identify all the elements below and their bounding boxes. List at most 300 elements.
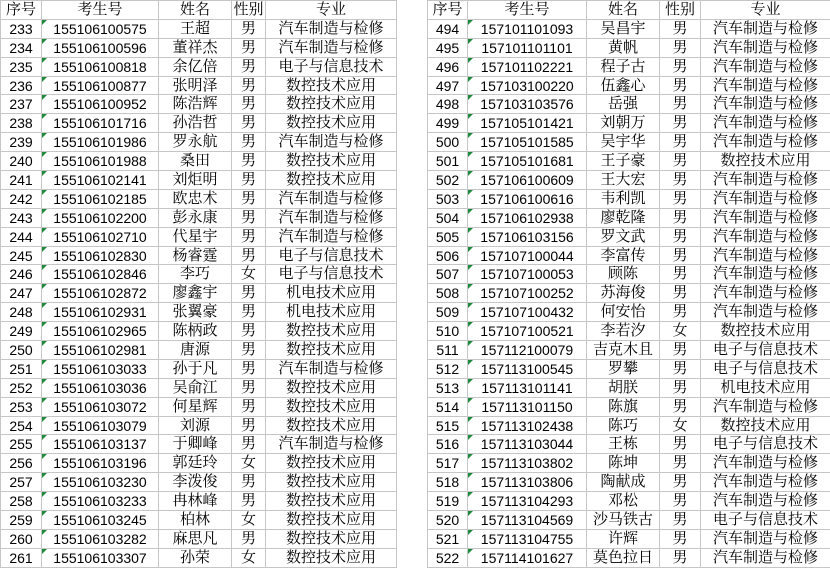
cell-gender[interactable]: 男 (232, 38, 266, 57)
cell-exam-id[interactable]: 155106102830 (42, 246, 159, 265)
cell-index[interactable]: 515 (428, 416, 468, 435)
cell-exam-id[interactable]: 157105101681 (468, 152, 587, 171)
cell-exam-id[interactable]: 157113104755 (468, 529, 587, 548)
cell-name[interactable]: 程子古 (587, 57, 660, 76)
cell-major[interactable]: 电子与信息技术 (701, 341, 830, 360)
cell-gender[interactable]: 男 (232, 76, 266, 95)
cell-name[interactable]: 李泼俊 (159, 473, 232, 492)
cell-exam-id[interactable]: 155106100596 (42, 38, 159, 57)
cell-exam-id[interactable]: 155106102200 (42, 208, 159, 227)
cell-name[interactable]: 欧忠术 (159, 189, 232, 208)
cell-exam-id[interactable]: 155106102710 (42, 227, 159, 246)
cell-major[interactable]: 机电技术应用 (266, 284, 397, 303)
cell-name[interactable]: 顾陈 (587, 265, 660, 284)
cell-index[interactable]: 251 (1, 359, 42, 378)
cell-major[interactable]: 汽车制造与检修 (701, 548, 830, 567)
cell-index[interactable]: 494 (428, 19, 468, 38)
cell-gender[interactable]: 男 (660, 284, 701, 303)
cell-index[interactable]: 500 (428, 133, 468, 152)
cell-name[interactable]: 吴宇华 (587, 133, 660, 152)
cell-exam-id[interactable]: 155106101986 (42, 133, 159, 152)
cell-index[interactable]: 499 (428, 114, 468, 133)
header-gender[interactable]: 性别 (660, 1, 701, 20)
cell-name[interactable]: 韦利凯 (587, 189, 660, 208)
cell-major[interactable]: 数控技术应用 (266, 473, 397, 492)
cell-exam-id[interactable]: 155106103072 (42, 397, 159, 416)
cell-gender[interactable]: 男 (660, 529, 701, 548)
cell-name[interactable]: 陶献成 (587, 473, 660, 492)
cell-index[interactable]: 244 (1, 227, 42, 246)
cell-gender[interactable]: 男 (660, 227, 701, 246)
cell-exam-id[interactable]: 155106101716 (42, 114, 159, 133)
cell-exam-id[interactable]: 155106103079 (42, 416, 159, 435)
cell-gender[interactable]: 女 (232, 511, 266, 530)
cell-index[interactable]: 245 (1, 246, 42, 265)
cell-index[interactable]: 505 (428, 227, 468, 246)
cell-index[interactable]: 512 (428, 359, 468, 378)
cell-major[interactable]: 汽车制造与检修 (701, 529, 830, 548)
cell-index[interactable]: 521 (428, 529, 468, 548)
cell-gender[interactable]: 女 (232, 548, 266, 567)
cell-exam-id[interactable]: 155106100818 (42, 57, 159, 76)
cell-index[interactable]: 260 (1, 529, 42, 548)
cell-name[interactable]: 吴昌宇 (587, 19, 660, 38)
cell-exam-id[interactable]: 155106100877 (42, 76, 159, 95)
cell-exam-id[interactable]: 155106103245 (42, 511, 159, 530)
cell-major[interactable]: 汽车制造与检修 (266, 435, 397, 454)
cell-index[interactable]: 517 (428, 454, 468, 473)
cell-exam-id[interactable]: 157103103576 (468, 95, 587, 114)
cell-exam-id[interactable]: 155106102872 (42, 284, 159, 303)
cell-name[interactable]: 柏林 (159, 511, 232, 530)
cell-index[interactable]: 261 (1, 548, 42, 567)
cell-index[interactable]: 254 (1, 416, 42, 435)
cell-major[interactable]: 数控技术应用 (266, 548, 397, 567)
cell-exam-id[interactable]: 157113103802 (468, 454, 587, 473)
cell-gender[interactable]: 男 (232, 378, 266, 397)
cell-major[interactable]: 汽车制造与检修 (701, 76, 830, 95)
cell-index[interactable]: 247 (1, 284, 42, 303)
cell-gender[interactable]: 男 (232, 189, 266, 208)
cell-index[interactable]: 520 (428, 511, 468, 530)
cell-index[interactable]: 498 (428, 95, 468, 114)
cell-exam-id[interactable]: 155106101988 (42, 152, 159, 171)
cell-name[interactable]: 陈柄政 (159, 322, 232, 341)
cell-index[interactable]: 255 (1, 435, 42, 454)
cell-index[interactable]: 256 (1, 454, 42, 473)
cell-gender[interactable]: 男 (660, 38, 701, 57)
cell-exam-id[interactable]: 157107100252 (468, 284, 587, 303)
cell-gender[interactable]: 男 (660, 492, 701, 511)
cell-exam-id[interactable]: 155106102981 (42, 341, 159, 360)
cell-index[interactable]: 502 (428, 171, 468, 190)
cell-gender[interactable]: 男 (232, 208, 266, 227)
cell-name[interactable]: 何星辉 (159, 397, 232, 416)
cell-name[interactable]: 刘炬明 (159, 171, 232, 190)
cell-name[interactable]: 苏海俊 (587, 284, 660, 303)
cell-exam-id[interactable]: 155106103196 (42, 454, 159, 473)
cell-exam-id[interactable]: 157106102938 (468, 208, 587, 227)
cell-exam-id[interactable]: 155106102846 (42, 265, 159, 284)
cell-name[interactable]: 张明泽 (159, 76, 232, 95)
cell-gender[interactable]: 男 (232, 529, 266, 548)
cell-name[interactable]: 张翼豪 (159, 303, 232, 322)
cell-gender[interactable]: 男 (232, 341, 266, 360)
cell-exam-id[interactable]: 157105101585 (468, 133, 587, 152)
cell-index[interactable]: 248 (1, 303, 42, 322)
cell-exam-id[interactable]: 157112100079 (468, 341, 587, 360)
cell-major[interactable]: 汽车制造与检修 (266, 19, 397, 38)
cell-name[interactable]: 唐源 (159, 341, 232, 360)
cell-name[interactable]: 刘源 (159, 416, 232, 435)
cell-name[interactable]: 孙于凡 (159, 359, 232, 378)
cell-gender[interactable]: 男 (660, 171, 701, 190)
cell-index[interactable]: 510 (428, 322, 468, 341)
cell-index[interactable]: 249 (1, 322, 42, 341)
cell-index[interactable]: 242 (1, 189, 42, 208)
cell-major[interactable]: 汽车制造与检修 (266, 133, 397, 152)
cell-exam-id[interactable]: 157101101093 (468, 19, 587, 38)
cell-major[interactable]: 汽车制造与检修 (701, 208, 830, 227)
cell-gender[interactable]: 女 (660, 322, 701, 341)
cell-index[interactable]: 516 (428, 435, 468, 454)
cell-gender[interactable]: 男 (232, 57, 266, 76)
cell-index[interactable]: 511 (428, 341, 468, 360)
cell-exam-id[interactable]: 155106102931 (42, 303, 159, 322)
cell-name[interactable]: 刘朝万 (587, 114, 660, 133)
cell-exam-id[interactable]: 157113103806 (468, 473, 587, 492)
cell-major[interactable]: 汽车制造与检修 (266, 359, 397, 378)
cell-exam-id[interactable]: 157113101150 (468, 397, 587, 416)
cell-name[interactable]: 王栋 (587, 435, 660, 454)
cell-name[interactable]: 麻思凡 (159, 529, 232, 548)
cell-index[interactable]: 504 (428, 208, 468, 227)
cell-gender[interactable]: 男 (660, 95, 701, 114)
cell-gender[interactable]: 男 (232, 171, 266, 190)
cell-exam-id[interactable]: 155106103307 (42, 548, 159, 567)
cell-gender[interactable]: 男 (232, 133, 266, 152)
cell-major[interactable]: 数控技术应用 (266, 114, 397, 133)
cell-major[interactable]: 数控技术应用 (266, 454, 397, 473)
cell-major[interactable]: 汽车制造与检修 (701, 57, 830, 76)
cell-name[interactable]: 陈旗 (587, 397, 660, 416)
cell-name[interactable]: 胡朕 (587, 378, 660, 397)
cell-major[interactable]: 汽车制造与检修 (701, 265, 830, 284)
cell-exam-id[interactable]: 155106100575 (42, 19, 159, 38)
cell-gender[interactable]: 男 (232, 397, 266, 416)
cell-major[interactable]: 汽车制造与检修 (701, 246, 830, 265)
cell-exam-id[interactable]: 155106103230 (42, 473, 159, 492)
cell-gender[interactable]: 男 (232, 416, 266, 435)
cell-exam-id[interactable]: 155106103033 (42, 359, 159, 378)
cell-index[interactable]: 234 (1, 38, 42, 57)
cell-index[interactable]: 518 (428, 473, 468, 492)
cell-gender[interactable]: 男 (660, 548, 701, 567)
cell-name[interactable]: 王超 (159, 19, 232, 38)
cell-major[interactable]: 数控技术应用 (266, 397, 397, 416)
cell-exam-id[interactable]: 155106103233 (42, 492, 159, 511)
cell-major[interactable]: 电子与信息技术 (701, 435, 830, 454)
cell-major[interactable]: 汽车制造与检修 (701, 492, 830, 511)
header-name[interactable]: 姓名 (159, 1, 232, 20)
cell-major[interactable]: 汽车制造与检修 (701, 397, 830, 416)
cell-gender[interactable]: 男 (660, 76, 701, 95)
cell-index[interactable]: 250 (1, 341, 42, 360)
cell-gender[interactable]: 男 (660, 133, 701, 152)
cell-major[interactable]: 电子与信息技术 (266, 57, 397, 76)
cell-gender[interactable]: 女 (232, 265, 266, 284)
cell-major[interactable]: 数控技术应用 (266, 152, 397, 171)
cell-name[interactable]: 吴俞江 (159, 378, 232, 397)
cell-major[interactable]: 数控技术应用 (266, 171, 397, 190)
cell-exam-id[interactable]: 157103100220 (468, 76, 587, 95)
header-gender[interactable]: 性别 (233, 0, 264, 18)
cell-name[interactable]: 王大宏 (587, 171, 660, 190)
cell-name[interactable]: 罗永航 (159, 133, 232, 152)
cell-gender[interactable]: 男 (232, 322, 266, 341)
cell-name[interactable]: 沙马铁古 (587, 511, 660, 530)
cell-gender[interactable]: 男 (232, 227, 266, 246)
cell-major[interactable]: 电子与信息技术 (266, 265, 397, 284)
cell-major[interactable]: 数控技术应用 (701, 322, 830, 341)
cell-major[interactable]: 数控技术应用 (266, 529, 397, 548)
cell-gender[interactable]: 男 (660, 454, 701, 473)
cell-gender[interactable]: 女 (232, 454, 266, 473)
cell-major[interactable]: 汽车制造与检修 (701, 171, 830, 190)
cell-index[interactable]: 503 (428, 189, 468, 208)
cell-name[interactable]: 彭永康 (159, 208, 232, 227)
cell-gender[interactable]: 男 (232, 246, 266, 265)
cell-exam-id[interactable]: 157113103044 (468, 435, 587, 454)
cell-name[interactable]: 罗文武 (587, 227, 660, 246)
header-exam-id[interactable]: 考生号 (42, 1, 159, 20)
cell-name[interactable]: 邓松 (587, 492, 660, 511)
cell-exam-id[interactable]: 155106103137 (42, 435, 159, 454)
cell-index[interactable]: 259 (1, 511, 42, 530)
cell-major[interactable]: 电子与信息技术 (701, 511, 830, 530)
cell-gender[interactable]: 男 (660, 341, 701, 360)
cell-name[interactable]: 李富传 (587, 246, 660, 265)
cell-index[interactable]: 522 (428, 548, 468, 567)
cell-gender[interactable]: 男 (660, 473, 701, 492)
cell-gender[interactable]: 男 (232, 303, 266, 322)
header-index[interactable]: 序号 (428, 1, 468, 20)
cell-index[interactable]: 236 (1, 76, 42, 95)
cell-gender[interactable]: 男 (660, 359, 701, 378)
cell-gender[interactable]: 男 (660, 435, 701, 454)
cell-index[interactable]: 501 (428, 152, 468, 171)
cell-major[interactable]: 汽车制造与检修 (701, 114, 830, 133)
cell-major[interactable]: 电子与信息技术 (701, 359, 830, 378)
cell-major[interactable]: 汽车制造与检修 (701, 303, 830, 322)
header-major[interactable]: 专业 (701, 1, 830, 20)
cell-name[interactable]: 代星宇 (159, 227, 232, 246)
cell-index[interactable]: 257 (1, 473, 42, 492)
cell-index[interactable]: 241 (1, 171, 42, 190)
cell-exam-id[interactable]: 157101102221 (468, 57, 587, 76)
cell-major[interactable]: 汽车制造与检修 (701, 284, 830, 303)
cell-name[interactable]: 王子豪 (587, 152, 660, 171)
cell-exam-id[interactable]: 157107100053 (468, 265, 587, 284)
cell-exam-id[interactable]: 155106102141 (42, 171, 159, 190)
cell-name[interactable]: 孙浩哲 (159, 114, 232, 133)
cell-gender[interactable]: 男 (660, 19, 701, 38)
cell-major[interactable]: 数控技术应用 (266, 511, 397, 530)
cell-major[interactable]: 数控技术应用 (266, 416, 397, 435)
cell-major[interactable]: 机电技术应用 (701, 378, 830, 397)
cell-exam-id[interactable]: 157113102438 (468, 416, 587, 435)
header-major[interactable]: 专业 (266, 1, 397, 20)
cell-index[interactable]: 258 (1, 492, 42, 511)
cell-exam-id[interactable]: 155106102965 (42, 322, 159, 341)
cell-exam-id[interactable]: 157105101421 (468, 114, 587, 133)
cell-exam-id[interactable]: 157101101101 (468, 38, 587, 57)
cell-name[interactable]: 何安怡 (587, 303, 660, 322)
cell-name[interactable]: 许辉 (587, 529, 660, 548)
cell-name[interactable]: 董祥杰 (159, 38, 232, 57)
cell-name[interactable]: 黄帆 (587, 38, 660, 57)
cell-index[interactable]: 235 (1, 57, 42, 76)
cell-index[interactable]: 240 (1, 152, 42, 171)
cell-gender[interactable]: 男 (232, 473, 266, 492)
cell-name[interactable]: 杨睿霆 (159, 246, 232, 265)
cell-exam-id[interactable]: 157107100521 (468, 322, 587, 341)
cell-name[interactable]: 岳强 (587, 95, 660, 114)
cell-index[interactable]: 519 (428, 492, 468, 511)
header-exam-id[interactable]: 考生号 (468, 1, 587, 20)
cell-major[interactable]: 数控技术应用 (701, 152, 830, 171)
header-name[interactable]: 姓名 (587, 1, 660, 20)
cell-major[interactable]: 汽车制造与检修 (701, 133, 830, 152)
cell-name[interactable]: 吉克木且 (587, 341, 660, 360)
cell-exam-id[interactable]: 157113101141 (468, 378, 587, 397)
cell-exam-id[interactable]: 155106102185 (42, 189, 159, 208)
cell-gender[interactable]: 男 (660, 189, 701, 208)
cell-name[interactable]: 余亿倍 (159, 57, 232, 76)
cell-index[interactable]: 252 (1, 378, 42, 397)
cell-gender[interactable]: 男 (232, 114, 266, 133)
cell-index[interactable]: 239 (1, 133, 42, 152)
cell-index[interactable]: 243 (1, 208, 42, 227)
cell-exam-id[interactable]: 155106103282 (42, 529, 159, 548)
header-index[interactable]: 序号 (1, 1, 42, 20)
cell-exam-id[interactable]: 157113100545 (468, 359, 587, 378)
cell-name[interactable]: 李巧 (159, 265, 232, 284)
cell-major[interactable]: 数控技术应用 (266, 378, 397, 397)
cell-exam-id[interactable]: 157106100616 (468, 189, 587, 208)
cell-gender[interactable]: 男 (660, 246, 701, 265)
cell-major[interactable]: 数控技术应用 (266, 322, 397, 341)
cell-name[interactable]: 冉林峰 (159, 492, 232, 511)
cell-name[interactable]: 罗攀 (587, 359, 660, 378)
cell-index[interactable]: 514 (428, 397, 468, 416)
cell-index[interactable]: 253 (1, 397, 42, 416)
cell-index[interactable]: 495 (428, 38, 468, 57)
cell-gender[interactable]: 女 (660, 416, 701, 435)
cell-major[interactable]: 汽车制造与检修 (701, 473, 830, 492)
cell-index[interactable]: 508 (428, 284, 468, 303)
cell-major[interactable]: 数控技术应用 (266, 76, 397, 95)
cell-index[interactable]: 509 (428, 303, 468, 322)
cell-exam-id[interactable]: 155106103036 (42, 378, 159, 397)
cell-major[interactable]: 汽车制造与检修 (701, 454, 830, 473)
cell-gender[interactable]: 男 (660, 208, 701, 227)
cell-exam-id[interactable]: 157106100609 (468, 171, 587, 190)
cell-major[interactable]: 汽车制造与检修 (266, 227, 397, 246)
cell-gender[interactable]: 男 (660, 57, 701, 76)
cell-name[interactable]: 陈浩辉 (159, 95, 232, 114)
cell-major[interactable]: 汽车制造与检修 (701, 227, 830, 246)
cell-major[interactable]: 数控技术应用 (701, 416, 830, 435)
cell-index[interactable]: 513 (428, 378, 468, 397)
cell-gender[interactable]: 男 (232, 95, 266, 114)
cell-gender[interactable]: 男 (660, 303, 701, 322)
cell-index[interactable]: 496 (428, 57, 468, 76)
cell-index[interactable]: 506 (428, 246, 468, 265)
cell-gender[interactable]: 男 (660, 397, 701, 416)
cell-name[interactable]: 李若汐 (587, 322, 660, 341)
cell-gender[interactable]: 男 (660, 265, 701, 284)
cell-gender[interactable]: 男 (232, 435, 266, 454)
cell-major[interactable]: 汽车制造与检修 (266, 189, 397, 208)
cell-major[interactable]: 机电技术应用 (266, 303, 397, 322)
cell-index[interactable]: 246 (1, 265, 42, 284)
cell-name[interactable]: 孙荣 (159, 548, 232, 567)
cell-name[interactable]: 伍鑫心 (587, 76, 660, 95)
cell-gender[interactable]: 男 (232, 152, 266, 171)
cell-gender[interactable]: 男 (660, 511, 701, 530)
cell-major[interactable]: 汽车制造与检修 (266, 208, 397, 227)
cell-gender[interactable]: 男 (660, 152, 701, 171)
cell-gender[interactable]: 男 (660, 378, 701, 397)
cell-gender[interactable]: 男 (232, 359, 266, 378)
cell-name[interactable]: 郭廷玲 (159, 454, 232, 473)
cell-exam-id[interactable]: 157113104569 (468, 511, 587, 530)
cell-gender[interactable]: 男 (232, 19, 266, 38)
cell-major[interactable]: 电子与信息技术 (266, 246, 397, 265)
cell-name[interactable]: 莫色拉日 (587, 548, 660, 567)
cell-exam-id[interactable]: 157107100044 (468, 246, 587, 265)
cell-major[interactable]: 汽车制造与检修 (266, 38, 397, 57)
cell-name[interactable]: 廖乾隆 (587, 208, 660, 227)
cell-major[interactable]: 汽车制造与检修 (701, 189, 830, 208)
cell-index[interactable]: 233 (1, 19, 42, 38)
cell-major[interactable]: 汽车制造与检修 (701, 95, 830, 114)
cell-exam-id[interactable]: 157106103156 (468, 227, 587, 246)
cell-gender[interactable]: 男 (660, 114, 701, 133)
cell-index[interactable]: 238 (1, 114, 42, 133)
cell-exam-id[interactable]: 155106100952 (42, 95, 159, 114)
cell-index[interactable]: 237 (1, 95, 42, 114)
cell-name[interactable]: 陈坤 (587, 454, 660, 473)
cell-exam-id[interactable]: 157114101627 (468, 548, 587, 567)
cell-major[interactable]: 数控技术应用 (266, 492, 397, 511)
cell-exam-id[interactable]: 157107100432 (468, 303, 587, 322)
cell-name[interactable]: 桑田 (159, 152, 232, 171)
cell-exam-id[interactable]: 157113104293 (468, 492, 587, 511)
cell-gender[interactable]: 男 (232, 492, 266, 511)
cell-index[interactable]: 497 (428, 76, 468, 95)
cell-name[interactable]: 于卿峰 (159, 435, 232, 454)
cell-gender[interactable]: 男 (232, 284, 266, 303)
cell-major[interactable]: 汽车制造与检修 (701, 19, 830, 38)
cell-name[interactable]: 廖鑫宇 (159, 284, 232, 303)
cell-major[interactable]: 数控技术应用 (266, 95, 397, 114)
cell-name[interactable]: 陈巧 (587, 416, 660, 435)
cell-index[interactable]: 507 (428, 265, 468, 284)
cell-major[interactable]: 汽车制造与检修 (701, 38, 830, 57)
cell-major[interactable]: 数控技术应用 (266, 341, 397, 360)
